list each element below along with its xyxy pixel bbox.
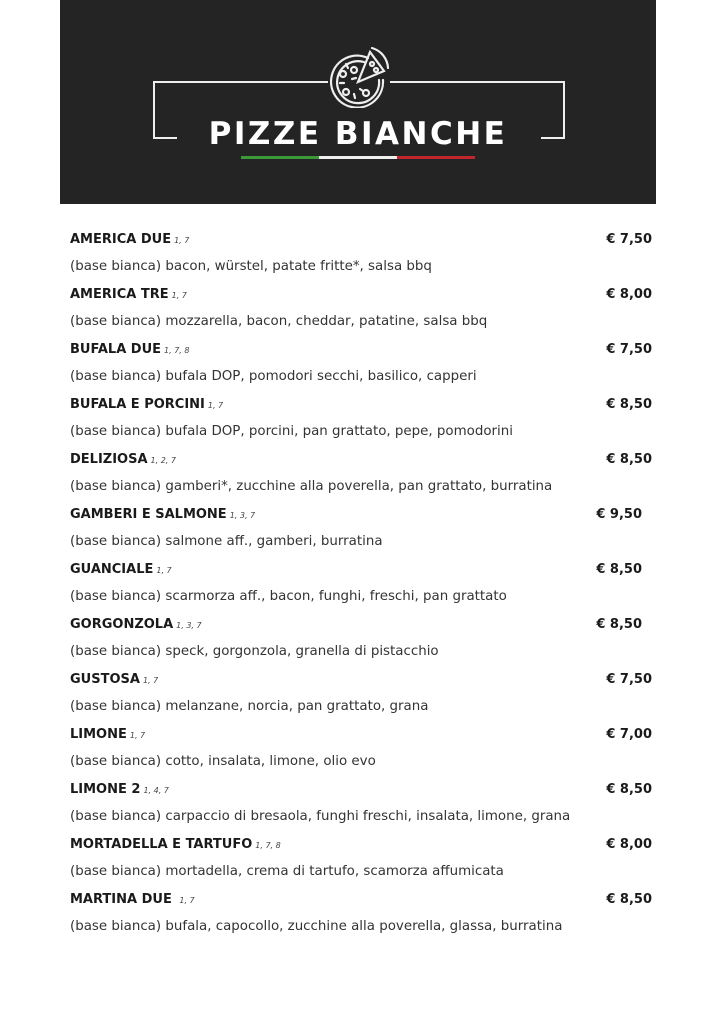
item-allergens: 1, 7 — [179, 896, 195, 905]
item-name-text: BUFALA DUE — [70, 342, 162, 357]
menu-item — [70, 670, 652, 725]
item-allergens: 1, 7 — [174, 236, 190, 245]
item-description: (base bianca) speck, gorgonzola, granella di pistacchio — [70, 644, 439, 659]
item-description: (base bianca) cotto, insalata, limone, olio evo — [70, 754, 376, 769]
menu-item — [70, 890, 652, 945]
frame-line — [390, 81, 565, 83]
item-name — [70, 892, 195, 907]
item-price: € 8,50 — [606, 397, 652, 412]
item-allergens: 1, 7 — [142, 676, 159, 685]
item-allergens: 1, 3, 7 — [176, 621, 202, 630]
menu-item — [70, 395, 652, 450]
item-name — [70, 287, 187, 302]
menu-item — [70, 560, 652, 615]
menu-item — [70, 285, 652, 340]
item-name-text: LIMONE — [70, 727, 127, 742]
item-price: € 7,50 — [606, 342, 652, 357]
menu-item — [70, 340, 652, 395]
item-description: (base bianca) mortadella, crema di tartufo, scamorza affumicata — [70, 864, 504, 879]
item-description: (base bianca) gamberi*, zucchine alla poverella, pan grattato, burratina — [70, 479, 553, 494]
menu-item — [70, 835, 652, 890]
pizza-icon — [326, 44, 390, 108]
menu-item — [70, 615, 652, 670]
item-description: (base bianca) mozzarella, bacon, cheddar, patatine, salsa bbq — [70, 314, 488, 329]
item-description: (base bianca) carpaccio di bresaola, funghi freschi, insalata, limone, grana — [70, 809, 571, 824]
item-description: (base bianca) bufala, capocollo, zucchine alla poverella, glassa, burratina — [70, 919, 563, 934]
item-price: € 8,00 — [606, 837, 652, 852]
item-description: (base bianca) bufala DOP, porcini, pan grattato, pepe, pomodorini — [70, 424, 513, 439]
italian-flag-underline — [241, 156, 475, 159]
item-price: € 7,50 — [606, 232, 652, 247]
menu-list — [70, 230, 652, 945]
item-name — [70, 507, 255, 522]
item-allergens: 1, 4, 7 — [143, 786, 169, 795]
item-price: € 8,50 — [606, 892, 652, 907]
item-name-text: DELIZIOSA — [70, 452, 148, 467]
page-title: PIZZE BIANCHE — [208, 116, 508, 152]
menu-item — [70, 450, 652, 505]
item-name-text: BUFALA E PORCINI — [70, 397, 205, 412]
item-allergens: 1, 7 — [156, 566, 172, 575]
item-name — [70, 397, 223, 412]
item-name — [70, 232, 189, 247]
header-banner — [60, 0, 656, 204]
item-description: (base bianca) bufala DOP, pomodori secchi, basilico, capperi — [70, 369, 477, 384]
item-allergens: 1, 7 — [171, 291, 187, 300]
item-price: € 8,00 — [606, 287, 652, 302]
item-description: (base bianca) scarmorza aff., bacon, funghi, freschi, pan grattato — [70, 589, 507, 604]
item-name-text: GUSTOSA — [70, 672, 140, 687]
menu-item — [70, 505, 652, 560]
item-description: (base bianca) salmone aff., gamberi, burratina — [70, 534, 383, 549]
item-allergens: 1, 7 — [129, 731, 146, 740]
item-allergens: 1, 7, 8 — [164, 346, 190, 355]
item-name-text: MARTINA DUE — [70, 892, 177, 907]
item-price: € 7,50 — [606, 672, 652, 687]
item-name-text: LIMONE 2 — [70, 782, 141, 797]
item-price: € 7,00 — [606, 727, 652, 742]
item-description: (base bianca) melanzane, norcia, pan grattato, grana — [70, 699, 429, 714]
item-name — [70, 837, 281, 852]
item-name — [70, 342, 189, 357]
item-price: € 8,50 — [606, 452, 652, 467]
item-name — [70, 617, 202, 632]
item-allergens: 1, 3, 7 — [229, 511, 256, 520]
item-name — [70, 782, 169, 797]
item-price: € 8,50 — [596, 617, 642, 632]
item-name-text: GORGONZOLA — [70, 617, 174, 632]
item-allergens: 1, 7 — [207, 401, 224, 410]
item-name-text: GAMBERI E SALMONE — [70, 507, 227, 522]
item-name — [70, 562, 172, 577]
menu-item — [70, 780, 652, 835]
menu-item — [70, 725, 652, 780]
menu-item — [70, 230, 652, 285]
item-allergens: 1, 7, 8 — [255, 841, 281, 850]
item-name-text: MORTADELLA E TARTUFO — [70, 837, 253, 852]
item-description: (base bianca) bacon, würstel, patate fritte*, salsa bbq — [70, 259, 432, 274]
item-name — [70, 672, 158, 687]
item-name — [70, 452, 176, 467]
item-price: € 9,50 — [596, 507, 642, 522]
frame-line — [153, 81, 328, 83]
item-name-text: AMERICA DUE — [70, 232, 172, 247]
item-name-text: AMERICA TRE — [70, 287, 169, 302]
item-name-text: GUANCIALE — [70, 562, 154, 577]
item-price: € 8,50 — [596, 562, 642, 577]
item-name — [70, 727, 145, 742]
item-allergens: 1, 2, 7 — [150, 456, 176, 465]
item-price: € 8,50 — [606, 782, 652, 797]
